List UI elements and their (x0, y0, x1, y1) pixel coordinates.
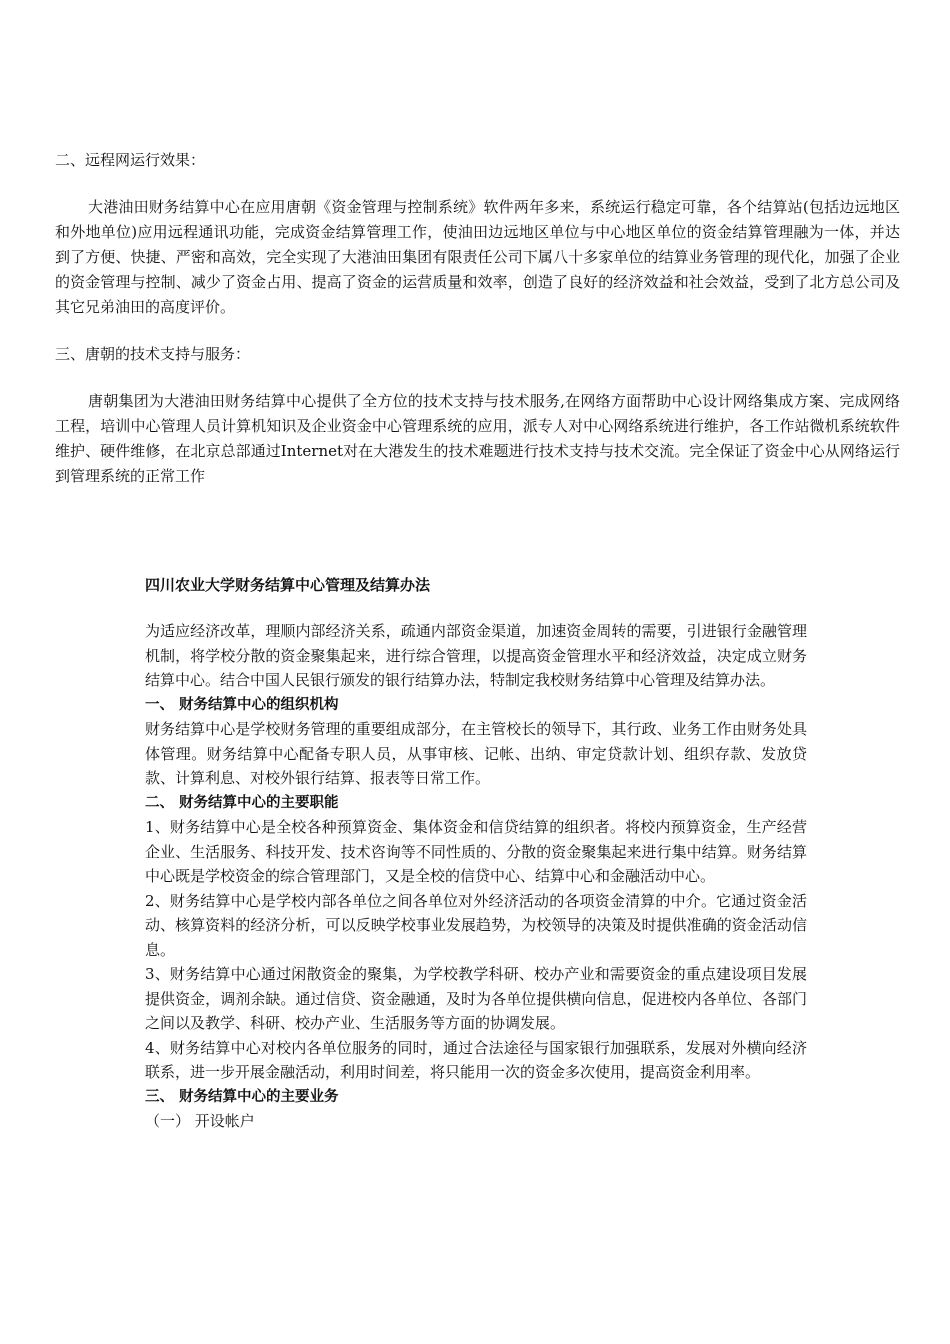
sichuan-regulation-section (145, 573, 807, 1134)
remote-network-heading: 二、远程网运行效果： (55, 151, 206, 169)
section-organization-text: 财务结算中心是学校财务管理的重要组成部分，在主管校长的领导下，其行政、业务工作由财务处具体管理。财务结算中心配备专职人员，从事审核、记帐、出纳、审定贷款计划、组织存款、发放贷款、计算利息、对校外银行结算、报表等日常工作。 (145, 720, 807, 787)
tech-support-paragraph: 唐朝集团为大港油田财务结算中心提供了全方位的技术支持与技术服务,在网络方面帮助中心设计网络集成方案、完成网络工程，培训中心管理人员计算机知识及企业资金中心管理系统的应用，派专人对中心网络系统进行维护，各工作站微机系统软件维护、硬件维修，在北京总部通过Internet对在大港发生的技术难题进行技术支持与技术交流。完全保证了资金中心从网络运行到管理系统的正常工作 (55, 392, 900, 485)
function-item: 2、财务结算中心是学校内部各单位之间各单位对外经济活动的各项资金清算的中介。它通过资金活动、核算资料的经济分析，可以反映学校事业发展趋势，为校领导的决策及时提供准确的资金活动信息。 (145, 891, 807, 959)
regulation-title: 四川农业大学财务结算中心管理及结算办法 (145, 576, 431, 594)
section-organization-heading: 一、 财务结算中心的组织机构 (145, 696, 339, 713)
tech-support-heading: 三、唐朝的技术支持与服务： (55, 345, 251, 363)
function-item: 4、财务结算中心对校内各单位服务的同时，通过合法途径与国家银行加强联系，发展对外横向经济联系，进一步开展金融活动，利用时间差，将只能用一次的资金多次使用，提高资金利用率。 (145, 1038, 807, 1081)
subsection-open-account: （一） 开设帐户 (145, 1112, 255, 1130)
remote-network-paragraph: 大港油田财务结算中心在应用唐朝《资金管理与控制系统》软件两年多来，系统运行稳定可靠，各个结算站(包括边远地区和外地单位)应用远程通讯功能，完成资金结算管理工作，使油田边远地区单位与中心地区单位的资金结算管理融为一体，并达到了方便、快捷、严密和高效，完全实现了大港油田集团有限责任公司下属八十多家单位的结算业务管理的现代化，加强了企业的资金管理与控制、减少了资金占用、提高了资金的运营质量和效率，创造了良好的经济效益和社会效益，受到了北方总公司及其它兄弟油田的高度评价。 (55, 198, 900, 316)
function-item: 3、财务结算中心通过闲散资金的聚集，为学校教学科研、校办产业和需要资金的重点建设项目发展提供资金，调剂余缺。通过信贷、资金融通，及时为各单位提供横向信息，促进校内各单位、各部门之间以及教学、科研、校办产业、生活服务等方面的协调发展。 (145, 965, 807, 1032)
regulation-intro: 为适应经济改革，理顺内部经济关系，疏通内部资金渠道，加速资金周转的需要，引进银行金融管理机制，将学校分散的资金聚集起来，进行综合管理，以提高资金管理水平和经济效益，决定成立财务结算中心。结合中国人民银行颁发的银行结算办法，特制定我校财务结算中心管理及结算办法。 (145, 622, 807, 689)
dagang-case-section (55, 148, 900, 489)
section-functions-heading: 二、 财务结算中心的主要职能 (145, 794, 339, 811)
section-business-heading: 三、 财务结算中心的主要业务 (145, 1088, 339, 1105)
function-item: 1、财务结算中心是全校各种预算资金、集体资金和信贷结算的组织者。将校内预算资金，生产经营企业、生活服务、科技开发、技术咨询等不同性质的、分散的资金聚集起来进行集中结算。财务结算中心既是学校资金的综合管理部门，又是全校的信贷中心、结算中心和金融活动中心。 (145, 818, 807, 885)
